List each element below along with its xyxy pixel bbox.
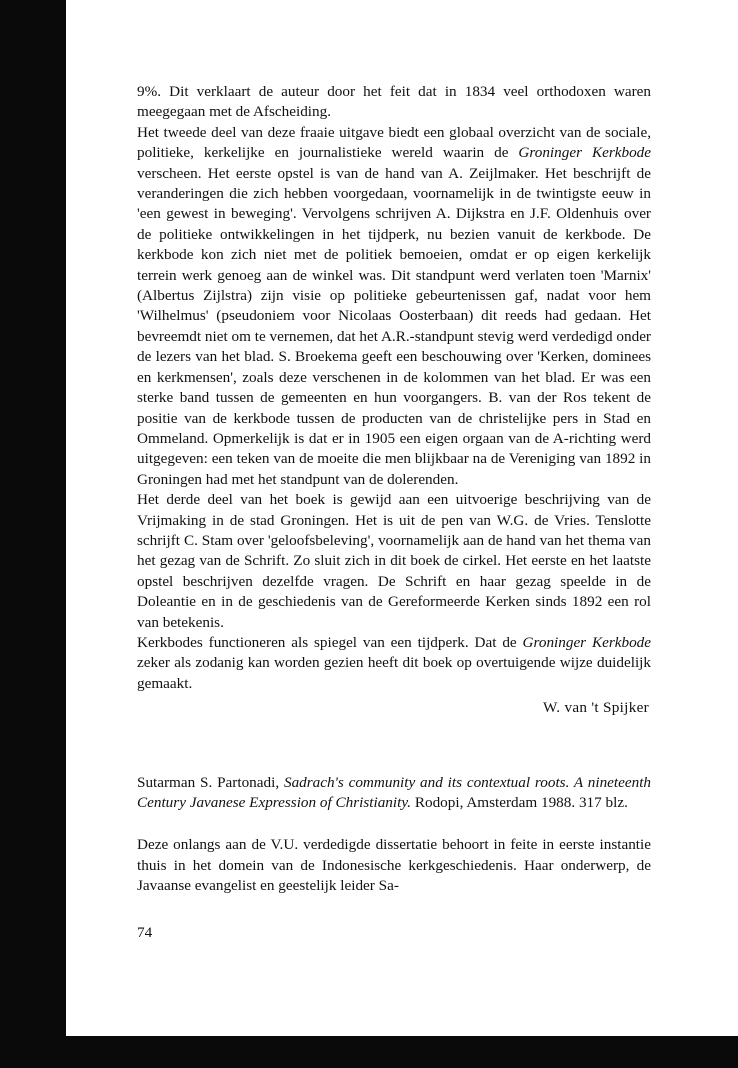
paragraph-2-rest: verscheen. Het eerste opstel is van de hand van A. Zeijlmaker. Het beschrijft de veranderingen die zich hebben voorgedaan, voornamelijk in de twintigste eeuw in 'een gewest in beweging'. Vervolgens schrijven A. Dijkstra en J.F. Oldenhuis over de politieke ontwikkelingen in het tijdperk, nu bezien vanuit de kerkbode. De kerkbode kon zich niet met de politiek bemoeien, omdat er op eigen kerkelijk terrein werk genoeg aan de winkel was. Dit standpunt werd verlaten toen 'Marnix' (Albertus Zijlstra) zijn visie op politieke gebeurtenissen gaf, nadat voor hem 'Wilhelmus' (pseudoniem voor Nicolaas Oosterbaan) dit reeds had gedaan. Het bevreemdt niet om te vernemen, dat het A.R.-standpunt stevig werd verdedigd onder de lezers van het blad. S. Broekema geeft een beschouwing over 'Kerken, dominees en kerkmensen', zoals deze verschenen in de kolommen van het blad. Er was een sterke band tussen de gemeenten en hun voorgangers. B. van der Ros tekent de positie van de kerkbode tussen de producten van de christelijke pers in Stad en Ommeland. Opmerkelijk is dat er in 1905 een eigen orgaan van de A-richting werd uitgegeven: een teken van de moeite die men blijkbaar na de Vereniging van 1892 in Groningen had met het standpunt van de dolerenden. [137,164,651,488]
paragraph-3: Het derde deel van het boek is gewijd aan een uitvoerige beschrijving van de Vrijmaking in de stad Groningen. Het is uit de pen van W.G. de Vries. Tenslotte schrijft C. Stam over 'geloofsbeleving', voornamelijk aan de hand van het thema van het gezag van de Schrift. Zo sluit zich in dit boek de cirkel. Het eerste en het laatste opstel beschrijven dezelfde vragen. De Schrift en haar gezag speelde in de Doleantie en in de geschiedenis van de Gereformeerde Kerken sinds 1892 een rol van betekenis. [137,491,651,631]
reviewer-signature: W. van 't Spijker [543,699,649,717]
paragraph-2-title: Groninger Kerkbode [518,144,651,162]
paragraph-4-rest: zeker als zodanig kan worden gezien heeft dit boek op overtuigende wijze duidelijk gemaakt. [137,654,651,692]
paragraph-1: 9%. Dit verklaart de auteur door het feit dat in 1834 veel orthodoxen waren meegegaan met de Afscheiding. [137,83,651,121]
book-citation [137,773,651,814]
paragraph-2-start: Het tweede deel van deze fraaie uitgave biedt een globaal overzicht van [137,123,582,141]
page-number: 74 [137,923,153,941]
scan-border-left [0,0,66,1068]
paragraph-4 [137,633,651,694]
paragraph-2-mid: de sociale, politieke, kerkelijke en journalistieke wereld waarin de [137,123,651,162]
paragraph-2 [137,123,651,490]
review-2-body: Deze onlangs aan de V.U. verdedigde dissertatie behoort in feite in eerste instantie thuis in het domein van de Indonesische kerkgeschiedenis. Haar onderwerp, de Javaanse evangelist en geestelijk leider Sa- [137,836,651,895]
book-publisher: Rodopi, Amsterdam 1988. 317 blz. [414,794,628,811]
book-title: Sadrach's community and its contextual roots. A nineteenth Century Javanese Expression of Christianity. [137,773,652,811]
paragraph-4-start: Kerkbodes functioneren als spiegel van een tijdperk. Dat de [137,633,517,651]
page-content [137,82,651,943]
book-author: Sutarman S. Partonadi, [137,773,280,791]
scan-border-bottom [0,1036,738,1068]
paragraph-4-title: Groninger Kerkbode [522,633,652,651]
